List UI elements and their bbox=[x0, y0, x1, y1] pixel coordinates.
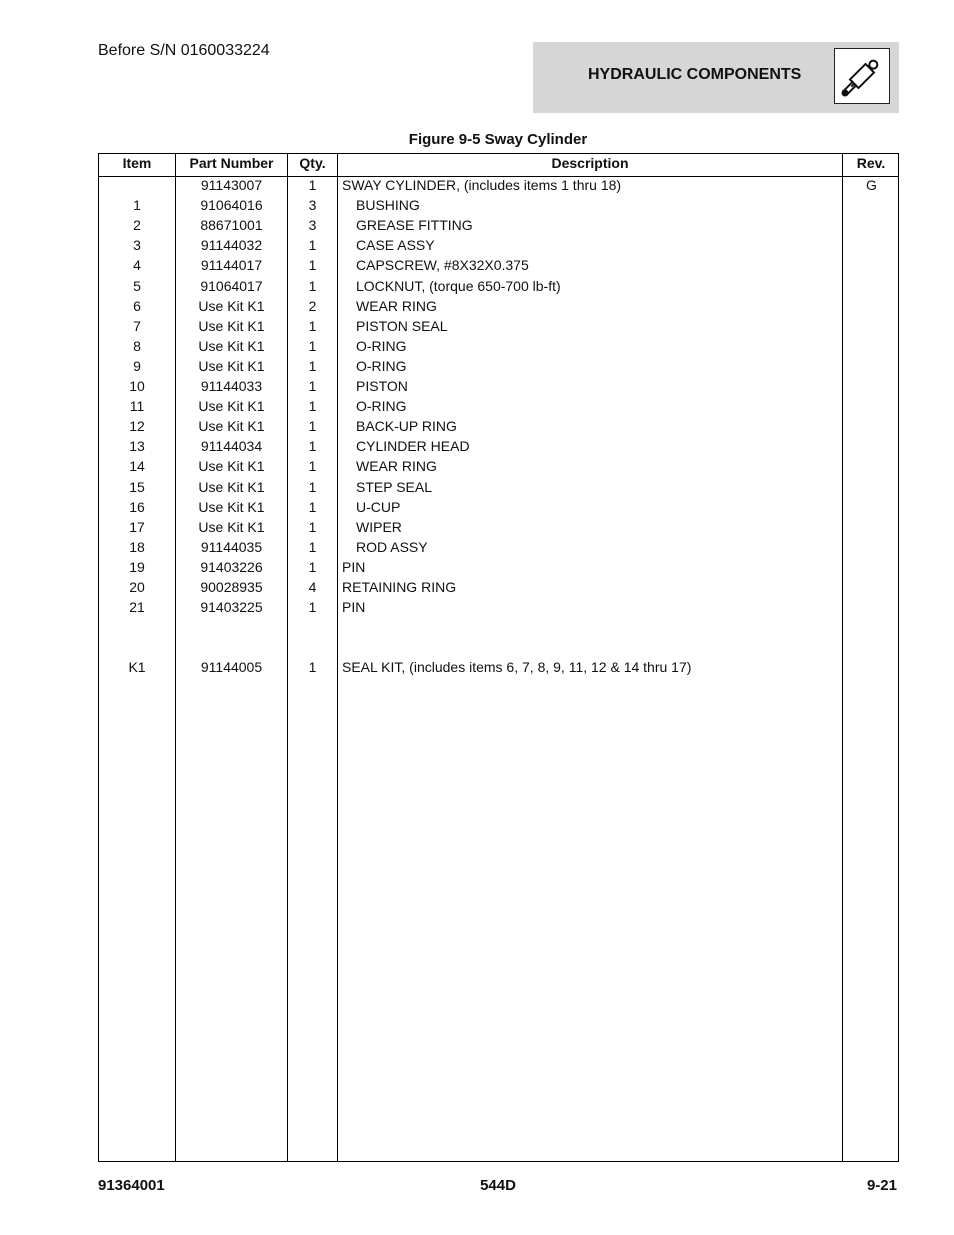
cell-part-number: Use Kit K1 bbox=[198, 337, 265, 354]
cell-part-number: Use Kit K1 bbox=[198, 478, 265, 495]
cell-qty: 4 bbox=[308, 579, 317, 595]
cell-part-number: 88671001 bbox=[200, 217, 263, 234]
table-row bbox=[99, 276, 898, 296]
column-header-qty: Qty. bbox=[299, 155, 326, 171]
column-header-item: Item bbox=[122, 155, 152, 171]
cell-description: CYLINDER HEAD bbox=[356, 438, 470, 455]
cell-qty: 1 bbox=[308, 478, 317, 495]
cell-item: 21 bbox=[129, 599, 145, 616]
cell-qty: 1 bbox=[308, 337, 317, 354]
footer-document-number: 91364001 bbox=[98, 1177, 165, 1194]
table-row bbox=[99, 235, 898, 255]
table-row bbox=[99, 497, 898, 517]
column-header-description: Description bbox=[551, 155, 629, 171]
cell-part-number: Use Kit K1 bbox=[198, 518, 265, 535]
cell-item: 8 bbox=[133, 337, 141, 354]
cell-description: PISTON SEAL bbox=[356, 317, 448, 334]
cell-qty: 3 bbox=[308, 217, 317, 234]
cell-item: 17 bbox=[129, 518, 145, 535]
cell-description: WEAR RING bbox=[356, 458, 437, 475]
table-row bbox=[99, 517, 898, 537]
serial-note: Before S/N 0160033224 bbox=[98, 42, 270, 59]
cell-description: CAPSCREW, #8X32X0.375 bbox=[356, 257, 529, 274]
table-row bbox=[99, 316, 898, 336]
cell-qty: 1 bbox=[308, 257, 317, 274]
cell-part-number: 90028935 bbox=[200, 579, 263, 595]
cell-qty: 1 bbox=[308, 378, 317, 394]
cell-item: 12 bbox=[129, 418, 145, 435]
cell-part-number: 91064017 bbox=[200, 277, 263, 294]
table-row bbox=[99, 597, 898, 617]
cell-item: 20 bbox=[129, 579, 145, 595]
cell-rev: G bbox=[866, 177, 877, 193]
table-row bbox=[99, 336, 898, 356]
cell-qty: 1 bbox=[308, 177, 317, 193]
cell-qty: 1 bbox=[308, 357, 317, 374]
cell-qty: 1 bbox=[308, 458, 317, 475]
cell-qty: 1 bbox=[308, 237, 317, 254]
cell-description: O-RING bbox=[356, 398, 407, 415]
cell-description: BUSHING bbox=[356, 197, 420, 214]
cell-part-number: Use Kit K1 bbox=[198, 398, 265, 415]
cell-item: 18 bbox=[129, 538, 145, 555]
cell-description: O-RING bbox=[356, 337, 407, 354]
cell-part-number: 91144033 bbox=[200, 378, 263, 394]
table-row bbox=[99, 356, 898, 376]
cell-item: 15 bbox=[129, 478, 145, 495]
cell-item: 9 bbox=[133, 357, 141, 374]
table-row bbox=[99, 537, 898, 557]
figure-title: Figure 9-5 Sway Cylinder bbox=[408, 131, 588, 148]
table-row bbox=[99, 396, 898, 416]
cell-item: 7 bbox=[133, 317, 141, 334]
cell-description: WEAR RING bbox=[356, 297, 437, 314]
cell-qty: 1 bbox=[308, 418, 317, 435]
cell-description: CASE ASSY bbox=[356, 237, 435, 254]
table-row bbox=[99, 255, 898, 275]
table-row bbox=[99, 376, 898, 396]
table-row bbox=[99, 436, 898, 456]
cell-description: STEP SEAL bbox=[356, 478, 433, 495]
cell-part-number: 91144035 bbox=[200, 538, 263, 555]
column-header-part-number: Part Number bbox=[189, 155, 274, 171]
cell-item: 4 bbox=[133, 257, 141, 274]
cell-item: 1 bbox=[133, 197, 141, 214]
cell-part-number: 91144005 bbox=[200, 659, 263, 676]
cell-part-number: 91144032 bbox=[200, 237, 263, 254]
table-row bbox=[99, 195, 898, 215]
cell-item: 5 bbox=[133, 277, 141, 294]
footer-model: 544D bbox=[480, 1177, 516, 1194]
cell-qty: 1 bbox=[308, 317, 317, 334]
cell-qty: 1 bbox=[308, 518, 317, 535]
cell-description: RETAINING RING bbox=[342, 579, 457, 595]
cell-item: 16 bbox=[129, 498, 145, 515]
cell-qty: 1 bbox=[308, 599, 317, 616]
cell-description: PISTON bbox=[356, 378, 408, 394]
cell-item: 11 bbox=[129, 398, 145, 415]
cell-part-number: 91144017 bbox=[200, 257, 263, 274]
cell-part-number: Use Kit K1 bbox=[198, 418, 265, 435]
table-row bbox=[99, 416, 898, 436]
cell-qty: 1 bbox=[308, 498, 317, 515]
section-header bbox=[533, 42, 899, 113]
cell-part-number: 91144034 bbox=[200, 438, 263, 455]
cell-qty: 2 bbox=[308, 297, 317, 314]
cell-description: SWAY CYLINDER, (includes items 1 thru 18) bbox=[342, 177, 622, 193]
cell-description: PIN bbox=[342, 558, 366, 575]
table-row bbox=[99, 456, 898, 476]
cell-part-number: 91143007 bbox=[200, 177, 263, 193]
table-row bbox=[99, 296, 898, 316]
cell-description: U-CUP bbox=[356, 498, 401, 515]
cell-description: WIPER bbox=[356, 518, 402, 535]
cell-qty: 1 bbox=[308, 558, 317, 575]
cell-description: LOCKNUT, (torque 650-700 lb-ft) bbox=[356, 277, 561, 294]
hydraulic-cylinder-icon bbox=[834, 48, 890, 104]
footer-page-number: 9-21 bbox=[866, 1177, 897, 1194]
cell-qty: 3 bbox=[308, 197, 317, 214]
cell-qty: 1 bbox=[308, 659, 317, 676]
cell-part-number: Use Kit K1 bbox=[198, 458, 265, 475]
cell-qty: 1 bbox=[308, 277, 317, 294]
cell-item: 10 bbox=[129, 378, 145, 394]
table-row bbox=[99, 657, 898, 677]
column-header-rev: Rev. bbox=[856, 155, 886, 171]
cell-item: 2 bbox=[133, 217, 141, 234]
cell-description: PIN bbox=[342, 599, 366, 616]
cell-qty: 1 bbox=[308, 538, 317, 555]
cell-qty: 1 bbox=[308, 438, 317, 455]
cell-description: BACK-UP RING bbox=[356, 418, 457, 435]
table-row bbox=[99, 477, 898, 497]
cell-description: O-RING bbox=[356, 357, 407, 374]
table-row bbox=[99, 577, 898, 597]
table-row bbox=[99, 175, 898, 195]
cell-qty: 1 bbox=[308, 398, 317, 415]
parts-table bbox=[98, 153, 899, 1162]
cell-description: ROD ASSY bbox=[356, 538, 428, 555]
cell-item: 13 bbox=[129, 438, 145, 455]
cell-part-number: Use Kit K1 bbox=[198, 498, 265, 515]
cell-item: 6 bbox=[133, 297, 141, 314]
cell-item: K1 bbox=[128, 659, 146, 676]
table-row bbox=[99, 557, 898, 577]
cell-part-number: 91064016 bbox=[200, 197, 263, 214]
cell-item: 14 bbox=[129, 458, 145, 475]
section-title: HYDRAULIC COMPONENTS bbox=[588, 66, 802, 83]
cell-part-number: 91403226 bbox=[200, 558, 263, 575]
cell-part-number: Use Kit K1 bbox=[198, 297, 265, 314]
cell-part-number: 91403225 bbox=[200, 599, 263, 616]
cell-item: 19 bbox=[129, 558, 145, 575]
cell-part-number: Use Kit K1 bbox=[198, 317, 265, 334]
cell-description: GREASE FITTING bbox=[356, 217, 473, 234]
table-row bbox=[99, 215, 898, 235]
cell-description: SEAL KIT, (includes items 6, 7, 8, 9, 11, 12 & 14 thru 17) bbox=[342, 659, 692, 676]
cell-item: 3 bbox=[133, 237, 141, 254]
cell-part-number: Use Kit K1 bbox=[198, 357, 265, 374]
